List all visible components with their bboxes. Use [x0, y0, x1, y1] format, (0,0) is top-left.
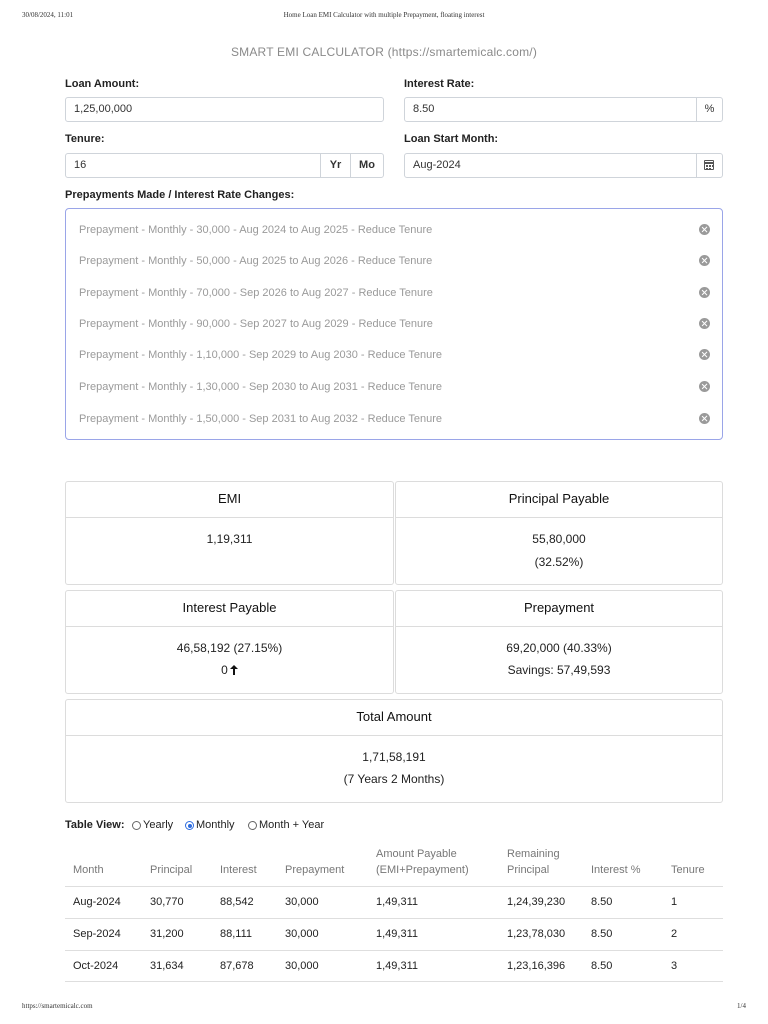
col-remaining-line1: Remaining [507, 848, 560, 860]
col-remaining-line2: Principal [507, 864, 550, 876]
prepayment-item [79, 411, 712, 427]
radio-monthly-label[interactable]: Monthly [196, 819, 235, 831]
col-prepayment: Prepayment [285, 864, 345, 876]
cell-remaining: 1,24,39,230 [507, 896, 566, 908]
print-title: Home Loan EMI Calculator with multiple Prepayment, floating interest [283, 11, 485, 19]
prepayment-text: Prepayment - Monthly - 90,000 - Sep 2027 to Aug 2029 - Reduce Tenure [79, 318, 433, 330]
prepayment-text: Prepayment - Monthly - 1,50,000 - Sep 2031 to Aug 2032 - Reduce Tenure [79, 413, 443, 425]
emi-card-title: EMI [66, 482, 393, 518]
remove-circle-icon[interactable] [699, 287, 710, 298]
prepayments-list [65, 208, 723, 440]
cell-principal: 31,634 [150, 960, 184, 972]
cell-prepayment: 30,000 [285, 928, 319, 940]
remove-circle-icon[interactable] [699, 318, 710, 329]
col-interest: Interest [220, 864, 257, 876]
prepayment-item [79, 285, 712, 301]
cell-amount: 1,49,311 [376, 928, 419, 940]
cell-interest: 88,542 [220, 896, 254, 908]
cell-interest: 87,678 [220, 960, 254, 972]
prepayment-card [395, 590, 723, 694]
tenure-years-button[interactable]: Yr [320, 153, 351, 178]
prepayment-value: 69,20,000 (40.33%) [506, 641, 612, 655]
prepayment-item [79, 253, 712, 269]
cell-principal: 31,200 [150, 928, 184, 940]
interest-rate-unit: % [696, 97, 723, 122]
prepayment-text: Prepayment - Monthly - 30,000 - Aug 2024 to Aug 2025 - Reduce Tenure [79, 224, 433, 236]
radio-icon[interactable] [248, 821, 257, 830]
col-tenure: Tenure [671, 864, 705, 876]
print-footer [22, 1002, 746, 1012]
radio-icon[interactable] [132, 821, 141, 830]
prepayment-item [79, 347, 712, 363]
start-month-label: Loan Start Month: [404, 133, 499, 145]
interest-change-value: 0 [221, 663, 228, 677]
cell-remaining: 1,23,78,030 [507, 928, 566, 940]
col-interest-pct: Interest % [591, 864, 641, 876]
interest-change [66, 663, 393, 677]
principal-card [395, 481, 723, 585]
print-date: 30/08/2024, 11:01 [22, 11, 74, 19]
prepayment-item [79, 379, 712, 395]
interest-rate-input[interactable]: 8.50 [404, 97, 697, 122]
cell-amount: 1,49,311 [376, 960, 419, 972]
principal-value: 55,80,000 [532, 532, 586, 546]
col-amount-payable-line2: (EMI+Prepayment) [376, 864, 469, 876]
cell-month: Sep-2024 [73, 928, 121, 940]
radio-yearly-label[interactable]: Yearly [143, 819, 174, 831]
prepayment-card-title: Prepayment [396, 591, 722, 627]
table-row [65, 950, 723, 982]
table-row [65, 886, 723, 918]
remove-circle-icon[interactable] [699, 255, 710, 266]
remove-circle-icon[interactable] [699, 349, 710, 360]
start-month-input[interactable]: Aug-2024 [404, 153, 697, 178]
radio-month-year-label[interactable]: Month + Year [259, 819, 325, 831]
prepayment-text: Prepayment - Monthly - 50,000 - Aug 2025 to Aug 2026 - Reduce Tenure [79, 255, 433, 267]
tenure-months-button[interactable]: Mo [350, 153, 384, 178]
tenure-input[interactable]: 16 [65, 153, 321, 178]
tenure-label: Tenure: [65, 133, 105, 145]
interest-rate-label: Interest Rate: [404, 78, 475, 90]
cell-principal: 30,770 [150, 896, 184, 908]
principal-percent: (32.52%) [534, 555, 584, 569]
total-value: 1,71,58,191 [362, 750, 426, 764]
loan-amount-label: Loan Amount: [65, 78, 140, 90]
cell-remaining: 1,23,16,396 [507, 960, 566, 972]
arrow-up-icon [230, 665, 238, 675]
table-view-label: Table View: [65, 819, 125, 831]
print-header [22, 11, 746, 21]
total-amount-card [65, 699, 723, 803]
prepayment-item [79, 316, 712, 332]
emi-value: 1,19,311 [206, 532, 253, 546]
prepayment-item [79, 222, 712, 238]
prepayment-text: Prepayment - Monthly - 1,10,000 - Sep 2029 to Aug 2030 - Reduce Tenure [79, 349, 443, 361]
principal-card-title: Principal Payable [396, 482, 722, 518]
savings-value: Savings: 57,49,593 [507, 663, 611, 677]
prepayment-text: Prepayment - Monthly - 70,000 - Sep 2026 to Aug 2027 - Reduce Tenure [79, 287, 433, 299]
calendar-icon [704, 160, 714, 170]
loan-amount-input[interactable]: 1,25,00,000 [65, 97, 384, 122]
interest-card-title: Interest Payable [66, 591, 393, 627]
print-url: https://smartemicalc.com [22, 1002, 93, 1010]
radio-checked-icon[interactable] [185, 821, 194, 830]
cell-month: Oct-2024 [73, 960, 119, 972]
col-principal: Principal [150, 864, 193, 876]
cell-tenure: 1 [671, 896, 678, 908]
remove-circle-icon[interactable] [699, 224, 710, 235]
print-page-number: 1/4 [737, 1002, 746, 1010]
cell-rate: 8.50 [591, 928, 613, 940]
cell-prepayment: 30,000 [285, 896, 319, 908]
table-row [65, 918, 723, 950]
interest-card [65, 590, 394, 694]
prepayment-text: Prepayment - Monthly - 1,30,000 - Sep 2030 to Aug 2031 - Reduce Tenure [79, 381, 443, 393]
site-title: SMART EMI CALCULATOR (https://smartemicalc.com/) [230, 45, 538, 59]
total-card-title: Total Amount [66, 700, 722, 736]
cell-month: Aug-2024 [73, 896, 121, 908]
cell-tenure: 2 [671, 928, 678, 940]
emi-card [65, 481, 394, 585]
prepayments-label: Prepayments Made / Interest Rate Changes: [65, 189, 295, 201]
col-amount-payable-line1: Amount Payable [376, 848, 457, 860]
cell-interest: 88,111 [220, 928, 253, 940]
cell-rate: 8.50 [591, 896, 613, 908]
cell-tenure: 3 [671, 960, 678, 972]
cell-rate: 8.50 [591, 960, 613, 972]
cell-prepayment: 30,000 [285, 960, 319, 972]
total-duration: (7 Years 2 Months) [343, 772, 445, 786]
remove-circle-icon[interactable] [699, 381, 710, 392]
col-month: Month [73, 864, 104, 876]
interest-value: 46,58,192 (27.15%) [176, 641, 283, 655]
remove-circle-icon[interactable] [699, 413, 710, 424]
cell-amount: 1,49,311 [376, 896, 419, 908]
